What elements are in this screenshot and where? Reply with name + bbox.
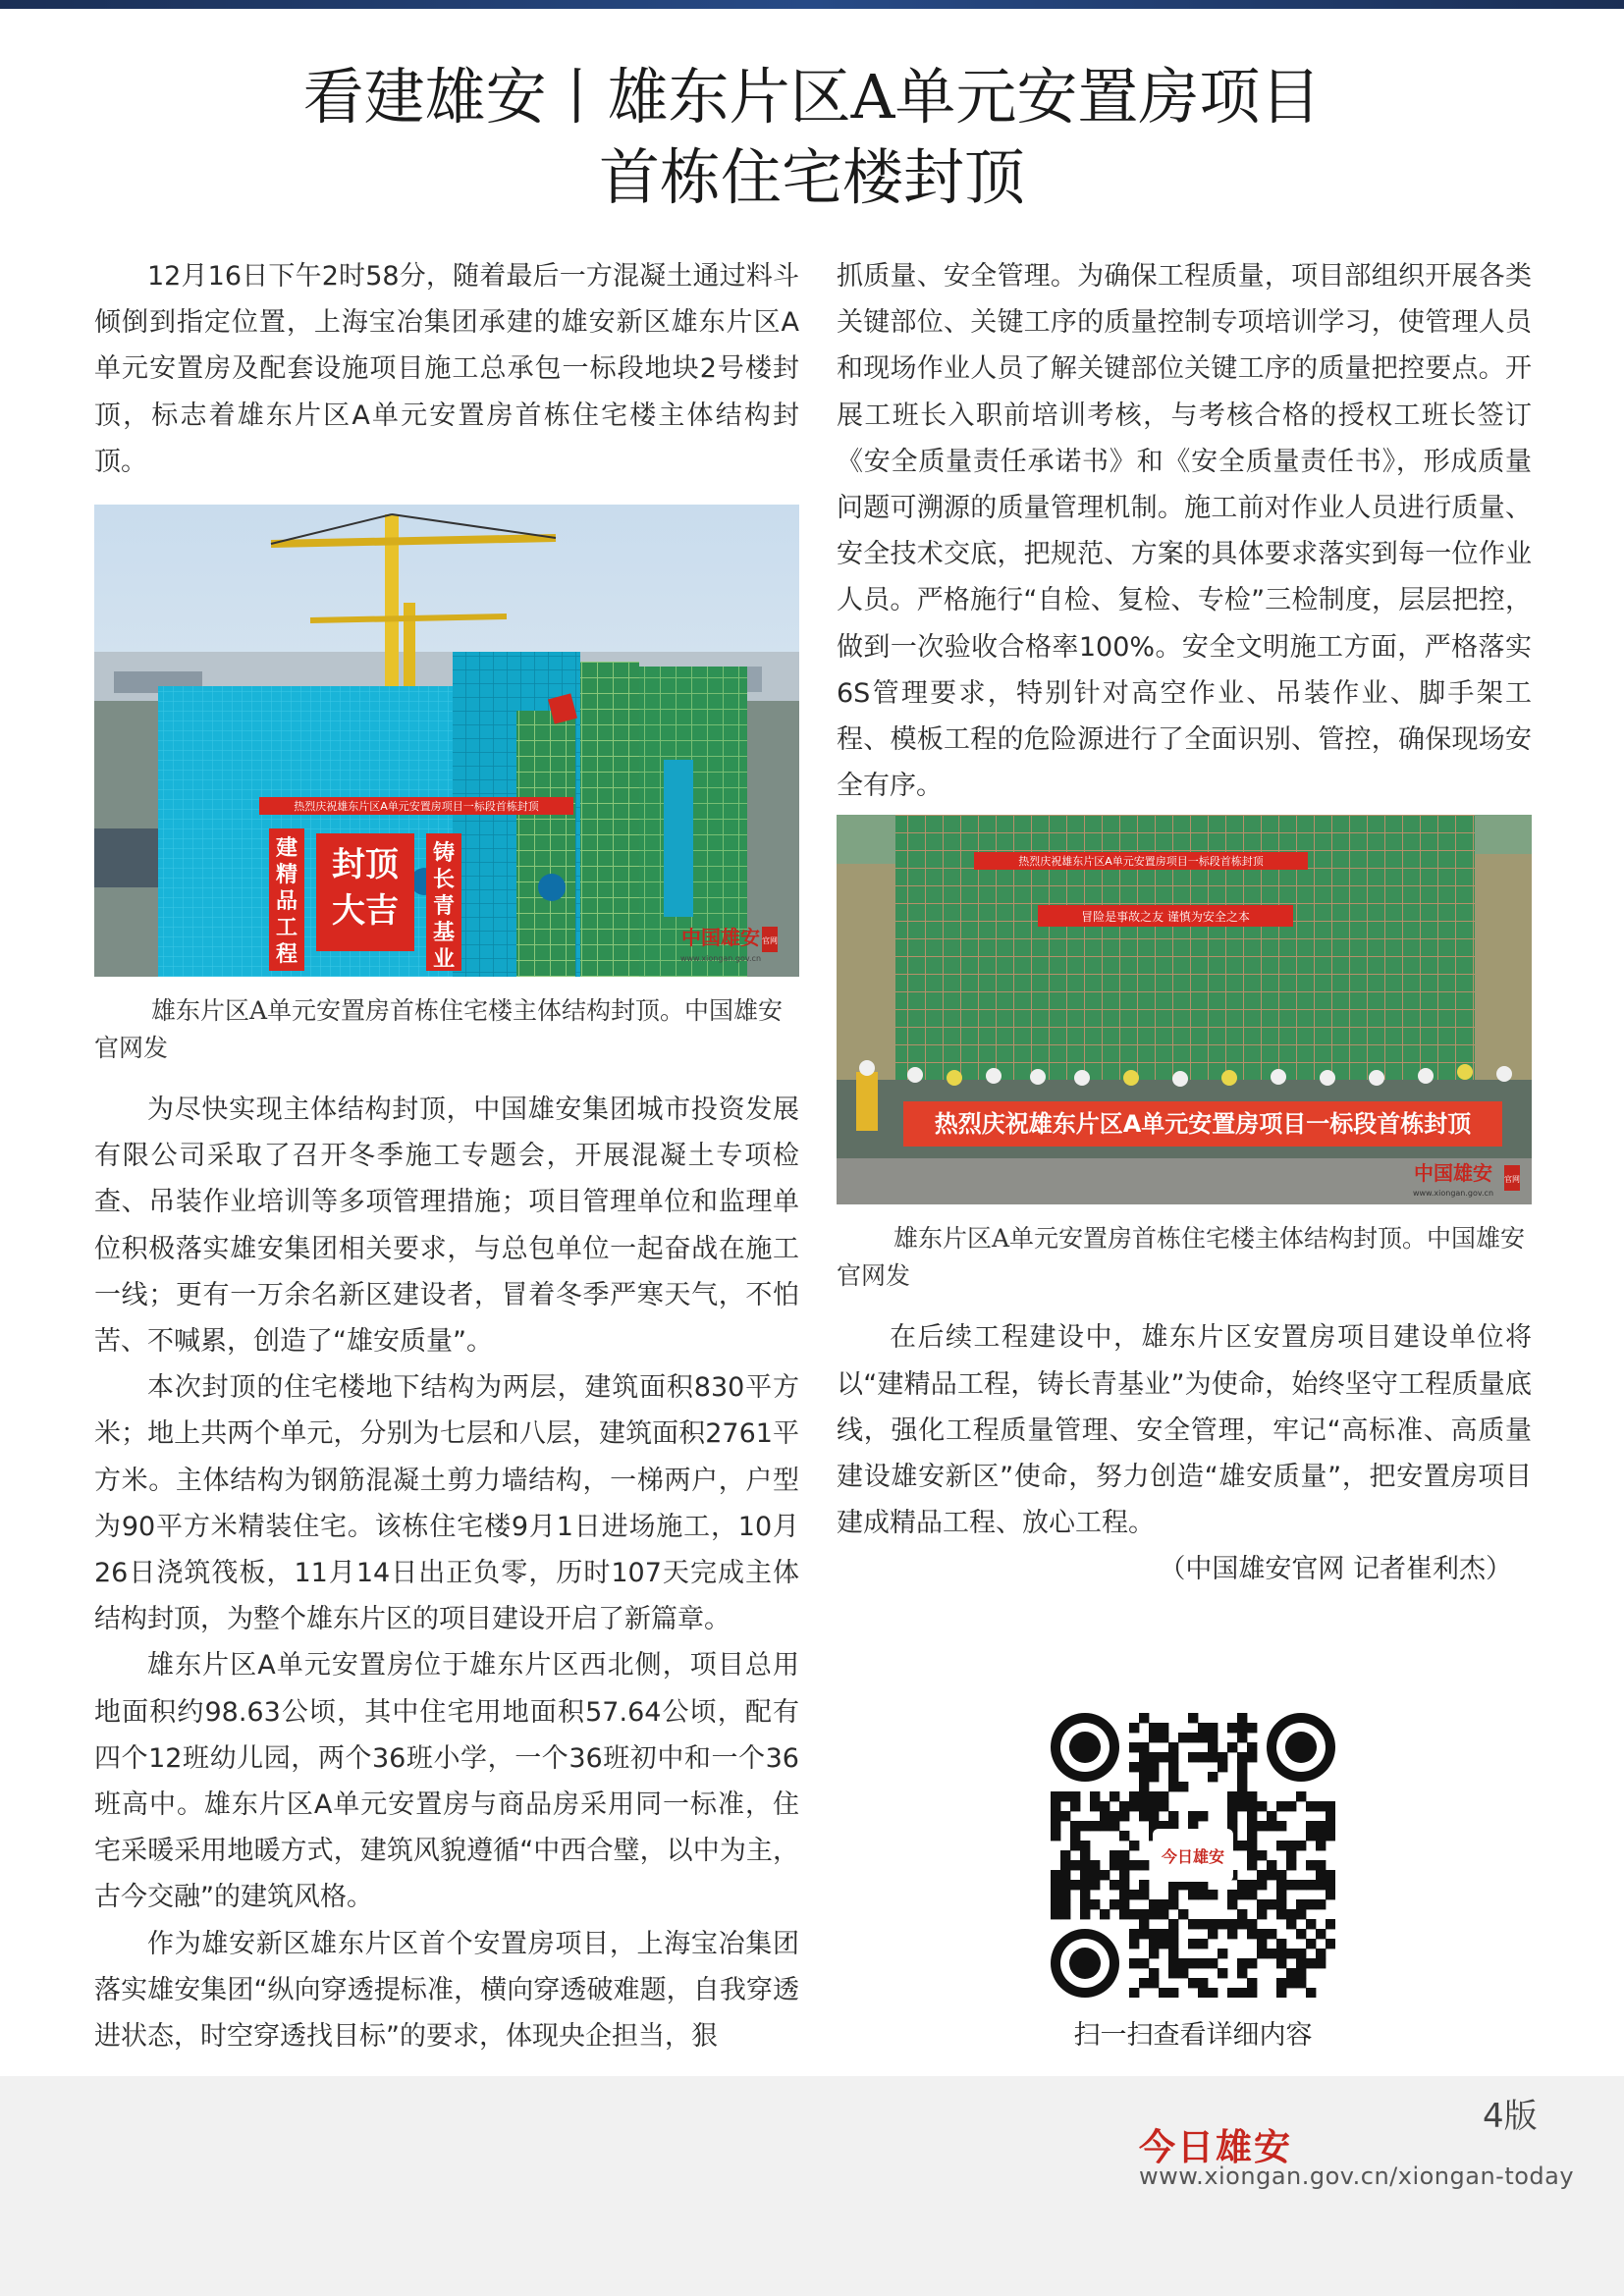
photo2-watermark-seal: 官网 — [1504, 1175, 1520, 1185]
qr-code[interactable] — [1051, 1713, 1335, 1998]
caption-1: 雄东片区A单元安置房首栋住宅楼主体结构封顶。中国雄安官网发 — [94, 996, 784, 1063]
byline: （中国雄安官网 记者崔利杰） — [1159, 1554, 1512, 1585]
photo1-watermark: 中国雄安 — [681, 926, 760, 950]
photo1-center-line2: 大吉 — [332, 891, 399, 932]
paragraph-5: 作为雄安新区雄东片区首个安置房项目，上海宝冶集团落实雄安集团“纵向穿透提标准，横向穿透破难题，自我穿透进状态，时空穿透找目标”的要求，体现央企担当，狠 — [94, 1928, 799, 2053]
paragraph-4: 雄东片区A单元安置房位于雄东片区西北侧，项目总用地面积约98.63公顷，其中住宅用地面积57.64公顷，配有四个12班幼儿园，两个36班小学，一个36班初中和一个36班高中。雄东片区A单元安置房与商品房采用同一标准，住宅采暖采用地暖方式，建筑风貌遵循“中西合璧，以中为主，古今交融”的建筑风格。 — [94, 1650, 799, 1913]
photo-1 — [94, 505, 799, 977]
paragraph-6: 抓质量、安全管理。为确保工程质量，项目部组织开展各类关键部位、关键工序的质量控制专项培训学习，使管理人员和现场作业人员了解关键部位关键工序的质量把控要点。开展工班长入职前培训考核，与考核合格的授权工班长签订《安全质量责任承诺书》和《安全质量责任书》，形成质量问题可溯源的质量管理机制。施工前对作业人员进行质量、安全技术交底，把规范、方案的具体要求落实到每一位作业人员。严格施行“自检、复检、专检”三检制度，层层把控，做到一次验收合格率100%。安全文明施工方面，严格落实6S管理要求，特别针对高空作业、吊装作业、脚手架工程、模板工程的危险源进行了全面识别、管控，确保现场安全有序。 — [837, 261, 1532, 802]
paragraph-7: 在后续工程建设中，雄东片区安置房项目建设单位将以“建精品工程，铸长青基业”为使命，始终坚守工程质量底线，强化工程质量管理、安全管理，牢记“高标准、高质量建设雄安新区”使命，努力创造“雄安质量”，把安置房项目建成精品工程、放心工程。 — [837, 1322, 1532, 1539]
right-column — [837, 253, 1532, 1593]
page-title-line1: 看建雄安丨雄东片区A单元安置房项目 — [302, 61, 1322, 133]
photo1-left-vertical: 建精品工程 — [275, 836, 298, 968]
photo2-banner-mid: 冒险是事故之友 谨慎为安全之本 — [1081, 910, 1250, 925]
qr-center-label: 今日雄安 — [1161, 1846, 1224, 1866]
footer-brand: 今日雄安 — [1139, 2125, 1292, 2168]
qr-block — [1051, 1713, 1335, 2052]
photo-2 — [837, 815, 1532, 1204]
qr-label: 扫一扫查看详细内容 — [1073, 2020, 1313, 2051]
photo1-center-line1: 封顶 — [332, 845, 399, 885]
photo2-watermark: 中国雄安 — [1414, 1161, 1492, 1186]
qr-center-logo — [1153, 1829, 1233, 1882]
paragraph-1: 12月16日下午2时58分，随着最后一方混凝土通过料斗倾倒到指定位置，上海宝冶集团承建的雄安新区雄东片区A单元安置房及配套设施项目施工总承包一标段地块2号楼封顶，标志着雄东片区A单元安置房首栋住宅楼主体结构封顶。 — [94, 261, 799, 477]
footer-url[interactable]: www.xiongan.gov.cn/xiongan-today — [1139, 2163, 1575, 2190]
photo2-watermark-site: www.xiongan.gov.cn — [1412, 1189, 1494, 1199]
paragraph-3: 本次封顶的住宅楼地下结构为两层，建筑面积830平方米；地上共两个单元，分别为七层和八层，建筑面积2761平方米。主体结构为钢筋混凝土剪力墙结构，一梯两户，户型为90平方米精装住宅。该栋住宅楼9月1日进场施工，10月26日浇筑筏板，11月14日出正负零，历时107天完成主体结构封顶，为整个雄东片区的项目建设开启了新篇章。 — [94, 1372, 799, 1635]
paragraph-2: 为尽快实现主体结构封顶，中国雄安集团城市投资发展有限公司采取了召开冬季施工专题会，开展混凝土专项检查、吊装作业培训等多项管理措施；项目管理单位和监理单位积极落实雄安集团相关要求，与总包单位一起奋战在施工一线；更有一万余名新区建设者，冒着冬季严寒天气，不怕苦、不喊累，创造了“雄安质量”。 — [94, 1095, 799, 1358]
caption-2: 雄东片区A单元安置房首栋住宅楼主体结构封顶。中国雄安官网发 — [837, 1224, 1526, 1291]
page-title-line2: 首栋住宅楼封顶 — [598, 141, 1025, 213]
photo1-watermark-site: www.xiongan.gov.cn — [679, 954, 762, 964]
page-number: 4版 — [1483, 2097, 1538, 2136]
photo2-banner-top: 热烈庆祝雄东片区A单元安置房项目一标段首栋封顶 — [1018, 855, 1264, 869]
photo2-banner-front: 热烈庆祝雄东片区A单元安置房项目一标段首栋封顶 — [934, 1110, 1472, 1139]
photo1-watermark-seal: 官网 — [762, 936, 778, 946]
photo1-banner-top: 热烈庆祝雄东片区A单元安置房项目一标段首栋封顶 — [294, 800, 539, 814]
left-column — [94, 253, 799, 2059]
top-bar — [0, 0, 1624, 9]
photo1-right-vertical: 铸长青基业 — [432, 841, 456, 973]
